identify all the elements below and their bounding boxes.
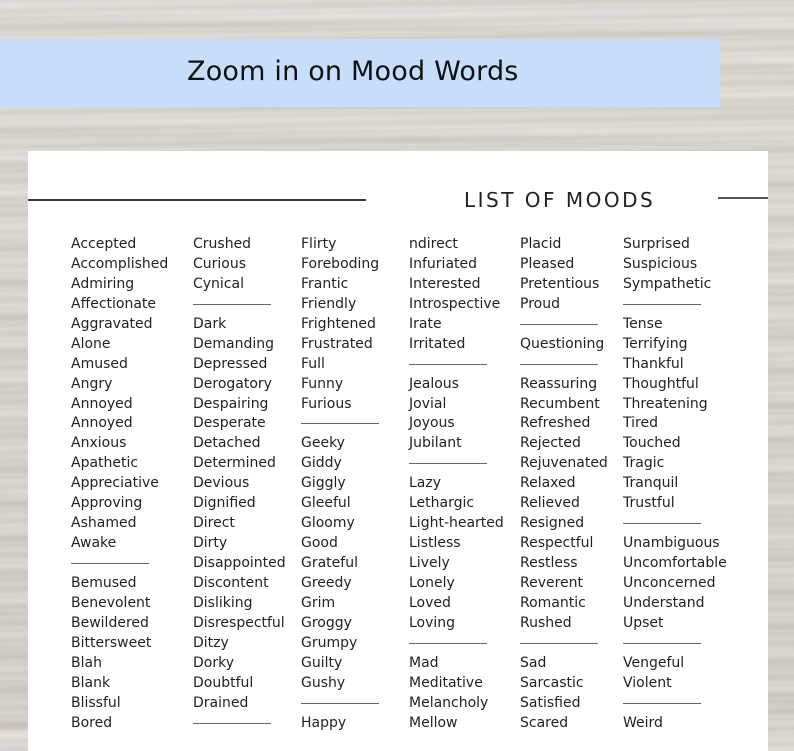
mood-word: Desperate [193,415,266,432]
mood-word: Ashamed [71,515,137,532]
section-divider [409,454,504,474]
mood-word: Pleased [520,255,575,272]
mood-word: Disliking [193,594,253,611]
mood-word: Giggly [301,475,346,492]
section-divider [409,634,504,654]
header-rule-right [718,197,768,199]
mood-word: Unambiguous [623,535,720,552]
mood-word: Proud [520,295,560,312]
section-divider [520,315,608,335]
mood-column-1 [71,235,168,733]
mood-word: Curious [193,255,247,272]
mood-word: Lazy [409,475,442,492]
mood-word: Awake [71,535,117,552]
mood-word: Upset [623,614,664,631]
mood-word: Anxious [71,435,127,452]
mood-word: Giddy [301,455,342,472]
mood-word: Cynical [193,275,244,292]
section-divider [623,694,727,714]
mood-word: Amused [71,355,128,372]
mood-word: Loved [409,594,451,611]
mood-word: Annoyed [71,395,133,412]
mood-word: Violent [623,674,672,691]
mood-word: Sarcastic [520,674,584,691]
mood-word: Frantic [301,275,349,292]
mood-word: Grumpy [301,634,358,651]
mood-word: Touched [623,435,681,452]
mood-word: Disappointed [193,555,286,571]
mood-word: ndirect [409,236,458,252]
mood-word: Jovial [409,395,447,412]
mood-word: Rejuvenated [520,455,608,472]
mood-word: Blank [71,674,111,691]
mood-word: Gleeful [301,495,351,512]
mood-word: Bemused [71,574,137,591]
mood-word: Annoyed [71,415,133,432]
mood-word: Weird [623,714,663,731]
mood-word: Infuriated [409,255,478,272]
mood-word: Rejected [520,435,581,452]
mood-word: Accomplished [71,255,169,272]
mood-word: Interested [409,275,481,292]
mood-word: Terrifying [623,335,688,352]
mood-word: Pretentious [520,275,600,292]
mood-word: Apathetic [71,455,139,472]
mood-word: Good [301,535,338,552]
mood-column-4 [409,235,504,733]
mood-word: Dignified [193,495,256,512]
mood-word: Angry [71,375,113,392]
title-banner [0,39,720,107]
mood-word: Appreciative [71,475,159,492]
mood-column-5 [520,235,608,733]
mood-word: Disrespectful [193,614,285,631]
mood-word: Affectionate [71,295,157,312]
mood-word: Melancholy [409,694,489,711]
mood-word: Rushed [520,614,572,631]
mood-word: Accepted [71,236,137,252]
mood-word: Dorky [193,654,234,671]
mood-word: Admiring [71,275,135,292]
mood-word: Joyous [409,415,455,432]
mood-word: Romantic [520,594,586,611]
mood-word: Doubtful [193,674,254,691]
mood-word: Meditative [409,674,483,691]
section-divider [623,295,727,315]
mood-word: Tranquil [623,475,679,492]
section-divider [623,634,727,654]
mood-word: Detached [193,435,261,452]
mood-word: Understand [623,594,705,611]
mood-word: Aggravated [71,315,153,332]
mood-word: Scared [520,714,569,731]
mood-word: Tragic [623,455,665,472]
mood-word: Introspective [409,295,501,312]
mood-word: Vengeful [623,654,685,671]
mood-word: Frightened [301,315,376,332]
mood-word: Restless [520,555,578,571]
mood-word: Dark [193,315,227,332]
mood-word: Sad [520,654,547,671]
mood-word: Loving [409,614,456,631]
mood-word: Furious [301,395,352,412]
section-divider [623,514,727,534]
mood-word: Mad [409,654,439,671]
mood-word: Despairing [193,395,269,412]
mood-word: Relieved [520,495,580,512]
banner-title: Zoom in on Mood Words [187,56,519,87]
mood-word: Drained [193,694,249,711]
mood-word: Respectful [520,535,594,552]
mood-word: Frustrated [301,335,373,352]
mood-word: Devious [193,475,250,492]
mood-word: Bored [71,714,113,731]
mood-word: Thoughtful [623,375,699,392]
mood-word: Groggy [301,614,352,631]
mood-word: Direct [193,515,235,532]
mood-word: Dirty [193,535,228,552]
mood-word: Tired [623,415,658,432]
mood-word: Refreshed [520,415,591,432]
mood-word: Depressed [193,355,268,372]
mood-word: Questioning [520,335,605,352]
mood-word: Blissful [71,694,121,711]
section-divider [520,355,608,375]
mood-word: Crushed [193,236,252,252]
mood-word: Thankful [623,355,684,372]
mood-word: Grateful [301,555,358,571]
mood-word: Bittersweet [71,634,152,651]
mood-word: Greedy [301,574,352,591]
mood-word: Happy [301,714,347,731]
mood-word: Relaxed [520,475,576,492]
mood-word: Listless [409,535,461,552]
list-title: LIST OF MOODS [464,188,656,212]
mood-word: Gushy [301,674,346,691]
mood-word: Light-hearted [409,515,504,532]
mood-word: Benevolent [71,594,151,611]
mood-word: Flirty [301,236,337,252]
mood-word: Foreboding [301,255,380,272]
mood-word: Approving [71,495,143,512]
section-divider [193,714,286,734]
mood-word: Jubilant [409,435,462,452]
mood-word: Discontent [193,574,269,591]
mood-word: Geeky [301,435,345,452]
mood-list-sheet [28,151,768,751]
section-divider [520,634,608,654]
mood-word: Sympathetic [623,275,712,292]
section-divider [301,414,379,434]
mood-word: Demanding [193,335,275,352]
mood-column-3 [301,235,379,733]
section-divider [193,295,286,315]
mood-word: Placid [520,236,562,252]
section-divider [409,355,504,375]
mood-word: Reverent [520,574,584,591]
header-rule-left [28,199,366,201]
mood-word: Resigned [520,515,585,532]
mood-word: Reassuring [520,375,598,392]
mood-word: Recumbent [520,395,600,412]
mood-word: Derogatory [193,375,272,392]
mood-word: Friendly [301,295,357,312]
mood-word: Funny [301,375,344,392]
mood-word: Ditzy [193,634,229,651]
mood-word: Lively [409,555,450,571]
mood-word: Satisfied [520,694,581,711]
mood-word: Tense [623,315,663,332]
mood-word: Bewildered [71,614,149,631]
mood-word: Unconcerned [623,574,716,591]
mood-word: Threatening [623,395,708,412]
mood-word: Irate [409,315,442,332]
mood-word: Suspicious [623,255,698,272]
mood-word: Trustful [623,495,675,512]
mood-word: Irritated [409,335,466,352]
mood-word: Mellow [409,714,458,731]
mood-word: Jealous [409,375,459,392]
mood-word: Lonely [409,574,455,591]
section-divider [301,694,379,714]
mood-word: Determined [193,455,276,472]
mood-word: Blah [71,654,102,671]
mood-word: Full [301,355,325,372]
mood-word: Gloomy [301,515,355,532]
mood-word: Lethargic [409,495,475,512]
mood-column-2 [193,235,286,733]
mood-word: Uncomfortable [623,555,727,571]
mood-word: Surprised [623,236,690,252]
mood-word: Guilty [301,654,343,671]
mood-column-6 [623,235,727,733]
mood-word: Grim [301,594,336,611]
mood-word: Alone [71,335,111,352]
section-divider [71,554,168,574]
